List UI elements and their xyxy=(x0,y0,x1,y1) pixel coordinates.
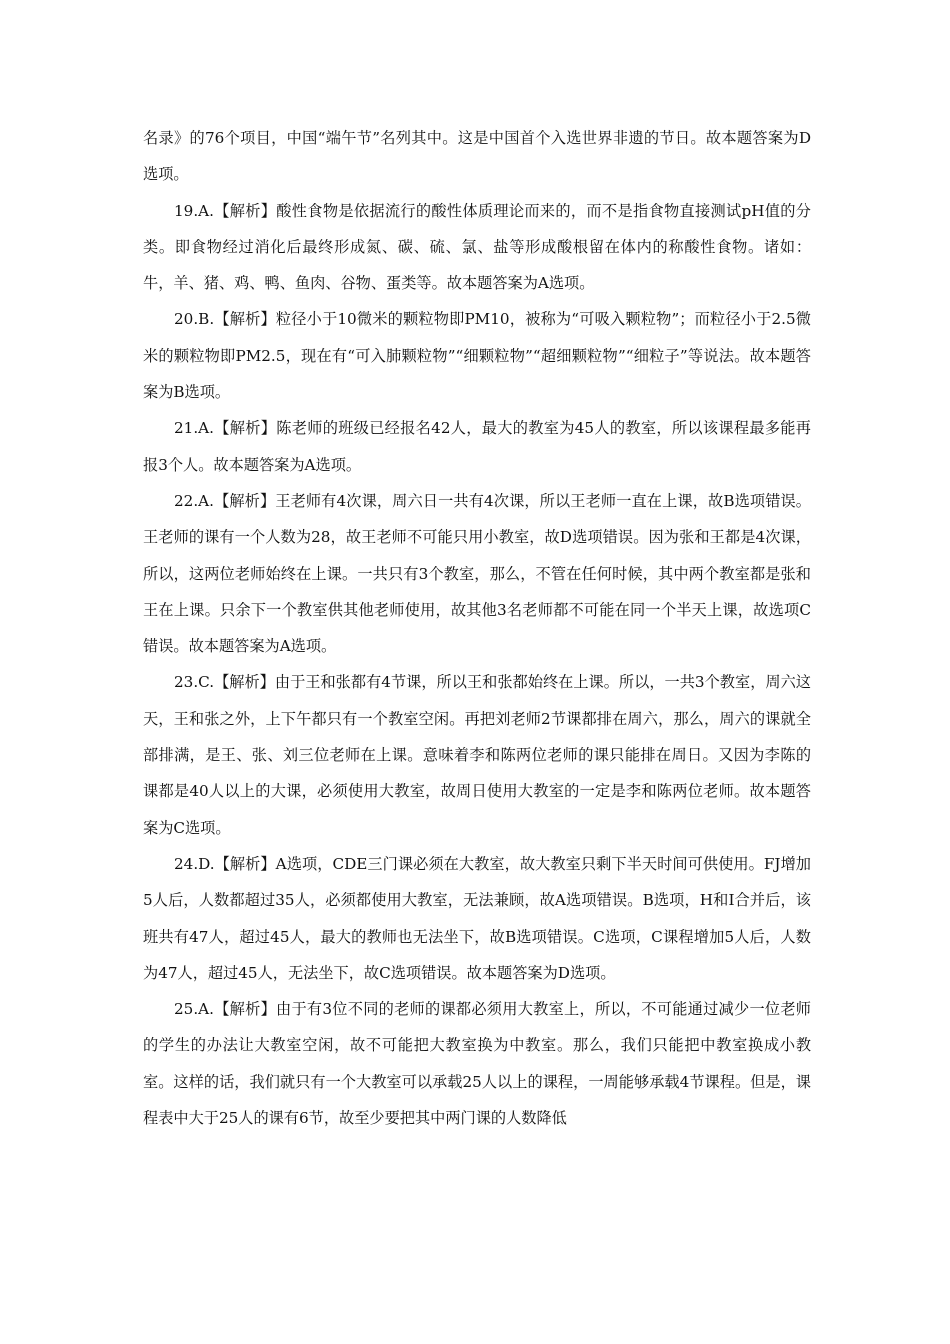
answer-23-paragraph: 23.C.【解析】由于王和张都有4节课，所以王和张都始终在上课。所以，一共3个教室，周六这天，王和张之外，上下午都只有一个教室空闲。再把刘老师2节课都排在周六，那么，周六的课就全部排满，是王、张、刘三位老师在上课。意味着李和陈两位老师的课只能排在周日。又因为李陈的课都是40人以上的大课，必须使用大教室，故周日使用大教室的一定是李和陈两位老师。故本题答案为C选项。 xyxy=(143,673,811,837)
answer-20-paragraph: 20.B.【解析】粒径小于10微米的颗粒物即PM10，被称为“可吸入颗粒物”；而粒径小于2.5微米的颗粒物即PM2.5，现在有“可入肺颗粒物”“细颗粒物”“超细颗粒物”“细粒子”等说法。故本题答案为B选项。 xyxy=(143,310,811,402)
answer-25-paragraph: 25.A.【解析】由于有3位不同的老师的课都必须用大教室上，所以，不可能通过减少一位老师的学生的办法让大教室空闲，故不可能把大教室换为中教室。那么，我们只能把中教室换成小教室。这样的话，我们就只有一个大教室可以承载25人以上的课程，一周能够承载4节课程。但是，课程表中大于25人的课有6节，故至少要把其中两门课的人数降低 xyxy=(143,1000,811,1128)
paragraph-continued: 名录》的76个项目，中国“端午节”名列其中。这是中国首个入选世界非遗的节日。故本题答案为D选项。 xyxy=(143,129,811,184)
answer-24-paragraph: 24.D.【解析】A选项，CDE三门课必须在大教室，故大教室只剩下半天时间可供使用。FJ增加5人后，人数都超过35人，必须都使用大教室，无法兼顾，故A选项错误。B选项，H和I合并后，该班共有47人，超过45人，最大的教师也无法坐下，故B选项错误。C选项，C课程增加5人后，人数为47人，超过45人，无法坐下，故C选项错误。故本题答案为D选项。 xyxy=(143,854,811,982)
document-page xyxy=(143,120,811,1136)
answer-19-paragraph: 19.A.【解析】酸性食物是依据流行的酸性体质理论而来的，而不是指食物直接测试pH值的分类。即食物经过消化后最终形成氮、碳、硫、氯、盐等形成酸根留在体内的称酸性食物。诸如：牛，羊、猪、鸡、鸭、鱼肉、谷物、蛋类等。故本题答案为A选项。 xyxy=(143,201,811,293)
answer-22-paragraph: 22.A.【解析】王老师有4次课，周六日一共有4次课，所以王老师一直在上课，故B选项错误。王老师的课有一个人数为28，故王老师不可能只用小教室，故D选项错误。因为张和王都是4次课，所以，这两位老师始终在上课。一共只有3个教室，那么，不管在任何时候，其中两个教室都是张和王在上课。只余下一个教室供其他老师使用，故其他3名老师都不可能在同一个半天上课，故选项C错误。故本题答案为A选项。 xyxy=(143,491,811,656)
answer-21-paragraph: 21.A.【解析】陈老师的班级已经报名42人，最大的教室为45人的教室，所以该课程最多能再报3个人。故本题答案为A选项。 xyxy=(143,419,811,474)
